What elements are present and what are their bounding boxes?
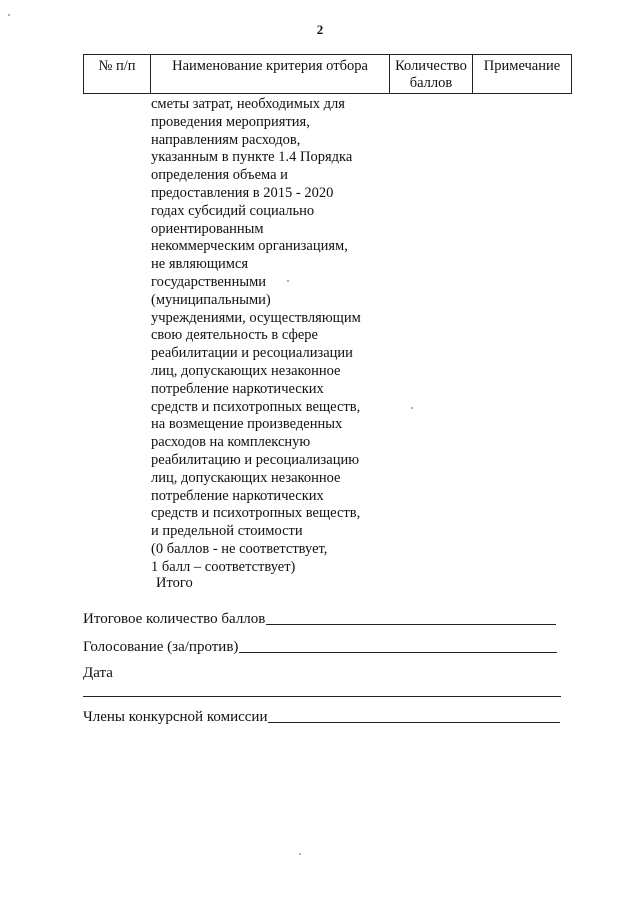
scan-speck — [411, 407, 413, 409]
voting-label: Голосование (за/против) — [83, 639, 239, 655]
criterion-line: указанным в пункте 1.4 Порядка — [151, 149, 353, 166]
criteria-table — [83, 54, 572, 94]
criterion-line: 1 балл – соответствует) — [151, 558, 296, 575]
voting-field[interactable] — [239, 652, 557, 653]
voting-line — [83, 639, 557, 656]
criterion-line: не являющимся — [151, 256, 249, 273]
criterion-line: и предельной стоимости — [151, 523, 303, 540]
criterion-line: определения объема и — [151, 167, 288, 184]
total-label: Итого — [156, 575, 193, 591]
criterion-line: реабилитацию и ресоциализацию — [151, 451, 360, 468]
criterion-line: проведения мероприятия, — [151, 113, 310, 130]
criterion-line: потребление наркотических — [151, 487, 324, 504]
commission-label: Члены конкурсной комиссии — [83, 709, 268, 725]
criterion-line: учреждениями, осуществляющим — [151, 309, 361, 326]
header-note: Примечание — [473, 55, 572, 94]
criterion-line: (0 баллов - не соответствует, — [151, 540, 328, 557]
date-line — [83, 665, 113, 682]
scan-speck — [287, 280, 289, 282]
total-points-label: Итоговое количество баллов — [83, 611, 266, 627]
scan-speck — [8, 14, 10, 16]
criterion-line: расходов на комплексную — [151, 434, 311, 451]
criterion-line: лиц, допускающих незаконное — [151, 362, 341, 379]
date-field[interactable] — [83, 696, 561, 697]
criterion-line: (муниципальными) — [151, 291, 271, 308]
total-points-line — [83, 611, 556, 628]
date-label: Дата — [83, 665, 113, 681]
criterion-line: сметы затрат, необходимых для — [151, 96, 345, 112]
criterion-line: на возмещение произведенных — [151, 416, 343, 433]
criterion-line: направлениям расходов, — [151, 131, 301, 148]
criterion-line: свою деятельность в сфере — [151, 327, 318, 344]
criterion-line: годах субсидий социально — [151, 202, 315, 219]
table-header-row — [84, 55, 572, 94]
header-points — [390, 55, 473, 94]
criterion-line: ориентированным — [151, 220, 264, 237]
criterion-line: государственными — [151, 273, 267, 290]
header-criterion-name: Наименование критерия отбора — [151, 55, 390, 94]
commission-members-field[interactable] — [268, 722, 560, 723]
commission-line — [83, 709, 560, 726]
header-points-line2: баллов — [409, 75, 453, 91]
criterion-line: предоставления в 2015 - 2020 — [151, 184, 334, 201]
criterion-line: потребление наркотических — [151, 380, 324, 397]
header-points-line1: Количество — [395, 58, 467, 74]
criterion-line: некоммерческим организациям, — [151, 238, 348, 255]
criterion-line: средств и психотропных веществ, — [151, 505, 361, 522]
page-number: 2 — [316, 22, 324, 37]
criterion-line: средств и психотропных веществ, — [151, 398, 361, 415]
header-number: № п/п — [84, 55, 151, 94]
criterion-line: реабилитации и ресоциализации — [151, 345, 353, 362]
criterion-description — [151, 96, 391, 577]
criterion-line: лиц, допускающих незаконное — [151, 469, 341, 486]
scan-speck — [299, 853, 301, 855]
total-points-field[interactable] — [266, 624, 556, 625]
